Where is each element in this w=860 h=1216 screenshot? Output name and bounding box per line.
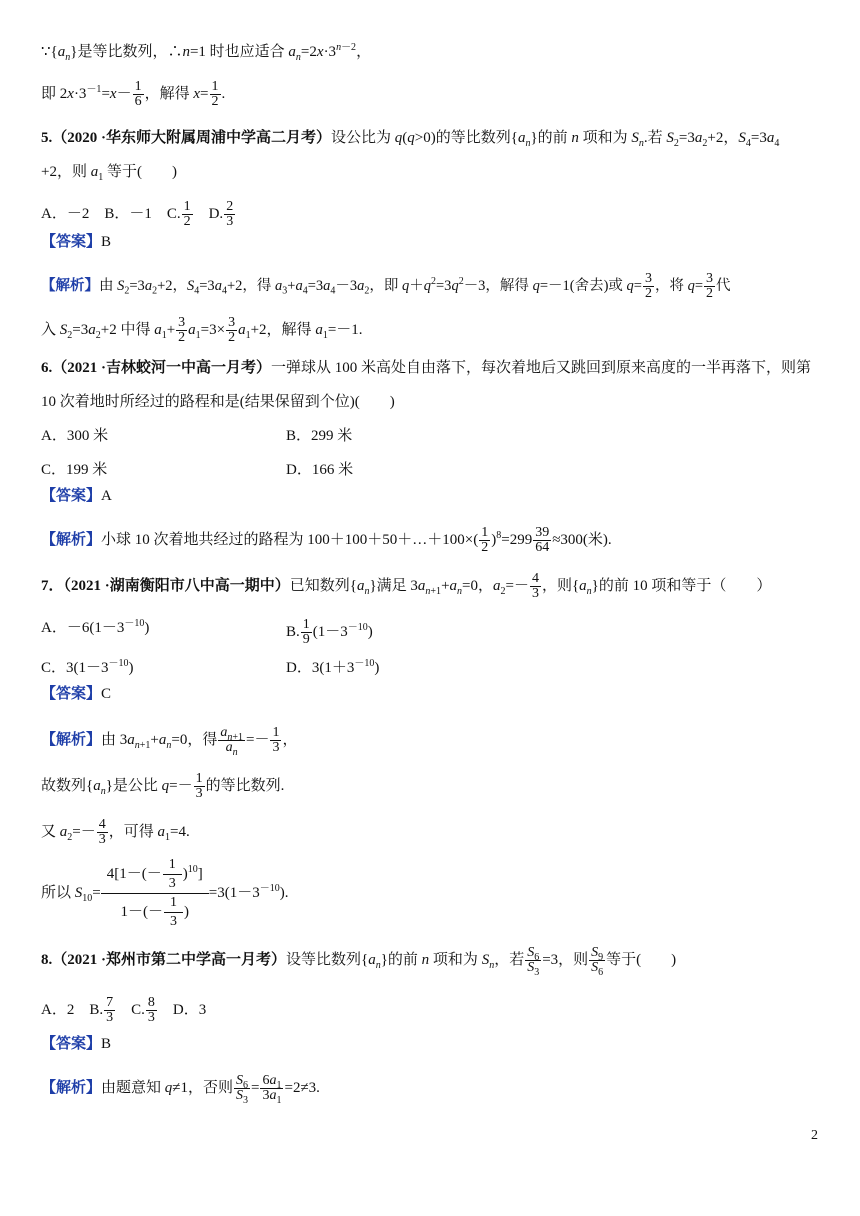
fraction: 4[1－(－ $\frac{1}{3}$ )$^{10}$] 1－(－ $\frac{1}{3}$ ): [101, 858, 209, 929]
q5-explanation-line-1: 【解析】由 $S_2=3a_2+2$，$S_4=3a_4+2$，得 $a_3+a_4=3a_4-3a_2$，即 $q+q^2=3q^2-3$，解得 q=－1(舍去)或 q= $\frac{3}{2}$ ，将 q= $\frac{3}{2}$ 代: [41, 271, 731, 301]
line-2: 即 $2x\cdot 3^{-1}=x-$ $\frac{1}{6}$ ，解得 x= $\frac{1}{2}$ .: [41, 79, 226, 109]
fraction: $\frac{1}{2}$: [481, 525, 489, 555]
q6-option-a: A．300 米: [41, 428, 109, 444]
q8-stem: 8.（2021 ·郑州市第二中学高一月考）设等比数列$\{a_n\}$的前 n 项和为 $S_n$，若 $\frac{S_6}{S_3}$ =3，则 $\frac{S_9}{S_6}$ 等于( ): [41, 945, 677, 978]
q6-option-c: C．199 米: [41, 462, 108, 478]
q7-option-c: C．$3(1-3^{-10})$: [41, 658, 134, 676]
fraction: $\frac{8}{3}$: [147, 995, 155, 1025]
q7-explanation-line-3: 又 $a_2=-$ $\frac{4}{3}$ ，可得 $a_1=4$.: [41, 817, 190, 847]
fraction: $\frac{1}{2}$: [183, 199, 191, 229]
fraction: $\frac{S_6}{S_3}$: [236, 1073, 249, 1106]
q8-explanation: 【解析】由题意知 q≠1，否则 $\frac{S_6}{S_3}$ = $\frac{6a_1}{3a_1}$ =2≠3.: [41, 1073, 320, 1106]
fraction: $\frac{7}{3}$: [106, 995, 114, 1025]
q5-options: A．－2 B．－1 C. $\frac{1}{2}$ D. $\frac{2}{3}$: [41, 199, 234, 229]
q5-stem-line-2: +2，则 $a_1$ 等于( ): [41, 164, 177, 183]
q7-explanation-line-2: 故数列$\{a_n\}$是公比 q=－ $\frac{1}{3}$ 的等比数列.: [41, 771, 285, 801]
fraction: $\frac{3}{2}$: [706, 271, 714, 301]
fraction: $\frac{3}{2}$: [228, 315, 236, 345]
fraction: $\frac{1}{3}$: [195, 771, 203, 801]
fraction: $\frac{1}{3}$: [272, 725, 280, 755]
q6-stem-line-1: 6.（2021 ·吉林蛟河一中高一月考）一弹球从 100 米高处自由落下，每次着地后又跳回到原来高度的一半再落下，则第: [41, 360, 812, 376]
line-1: $\because\{a_n\}$是等比数列，∴n=1 时也应适合 $a_n=2x\cdot 3^{n-2}$，: [41, 42, 372, 63]
q5-explanation-line-2: 入 $S_2=3a_2+2$ 中得 $a_1+$ $\frac{3}{2}$ $a_1=3\times$ $\frac{3}{2}$ $a_1+2$，解得 $a_1=-1$.: [41, 315, 363, 345]
fraction: $\frac{6a_1}{3a_1}$: [262, 1073, 282, 1106]
q6-stem-line-2: 10 次着地时所经过的路程和是(结果保留到个位)( ): [41, 394, 395, 410]
q7-explanation-line-1: 【解析】由 $3a_{n+1}+a_n=0$，得 $\frac{a_{n+1}}{a_n}$ =－ $\frac{1}{3}$ ，: [41, 725, 298, 758]
q8-options: A．2 B. $\frac{7}{3}$ C. $\frac{8}{3}$ D．3: [41, 995, 207, 1025]
page-number: 2: [811, 1128, 818, 1143]
q8-answer: 【答案】B: [41, 1036, 112, 1052]
fraction: $\frac{1}{6}$: [134, 79, 142, 109]
fraction: $\frac{S_6}{S_3}$: [527, 945, 540, 978]
q7-option-b: B. $\frac{1}{9}$ $(1-3^{-10})$: [286, 617, 373, 647]
q5-stem-line-1: 5.（2020 ·华东师大附属周浦中学高二月考）设公比为 q(q>0)的等比数列$\{a_n\}$的前 n 项和为 $S_n$.若 $S_2=3a_2+2$，$S_4=3a_4$: [41, 130, 780, 149]
q7-explanation-line-4: 所以 $S_{10}=$ 4[1－(－ $\frac{1}{3}$ )$^{10}$] 1－(－ $\frac{1}{3}$ ) $=3(1-3^{-10})$.: [41, 857, 289, 929]
q5-answer: 【答案】B: [41, 234, 112, 250]
fraction: $\frac{3}{2}$: [644, 271, 652, 301]
fraction: $\frac{3}{2}$: [178, 315, 186, 345]
fraction: $\frac{39}{64}$: [535, 525, 550, 555]
q7-answer: 【答案】C: [41, 686, 112, 702]
q7-stem: 7．（2021 ·湖南衡阳市八中高一期中）已知数列$\{a_n\}$满足 $3a_{n+1}+a_n=0$，$a_2=-$ $\frac{4}{3}$ ，则$\{a_n\}$的前 10 项和等于（ ）: [41, 571, 772, 601]
fraction: $\frac{2}{3}$: [226, 199, 234, 229]
q6-option-d: D．166 米: [286, 462, 354, 478]
fraction: $\frac{1}{2}$: [211, 79, 219, 109]
fraction: $\frac{1}{9}$: [302, 617, 310, 647]
fraction: $\frac{4}{3}$: [98, 817, 106, 847]
fraction: $\frac{a_{n+1}}{a_n}$: [220, 725, 243, 758]
q7-option-a: A．$-6(1-3^{-10})$: [41, 618, 150, 636]
fraction: $\frac{S_9}{S_6}$: [591, 945, 604, 978]
fraction: $\frac{4}{3}$: [531, 571, 539, 601]
q6-answer: 【答案】A: [41, 488, 112, 504]
q7-option-d: D．$3(1+3^{-10})$: [286, 658, 380, 676]
q6-explanation: 【解析】小球 10 次着地共经过的路程为 100＋100＋50＋…＋100×( $\frac{1}{2}$ )$^8$=299 $\frac{39}{64}$ ≈300(米).: [41, 525, 612, 555]
q6-option-b: B．299 米: [286, 428, 353, 444]
